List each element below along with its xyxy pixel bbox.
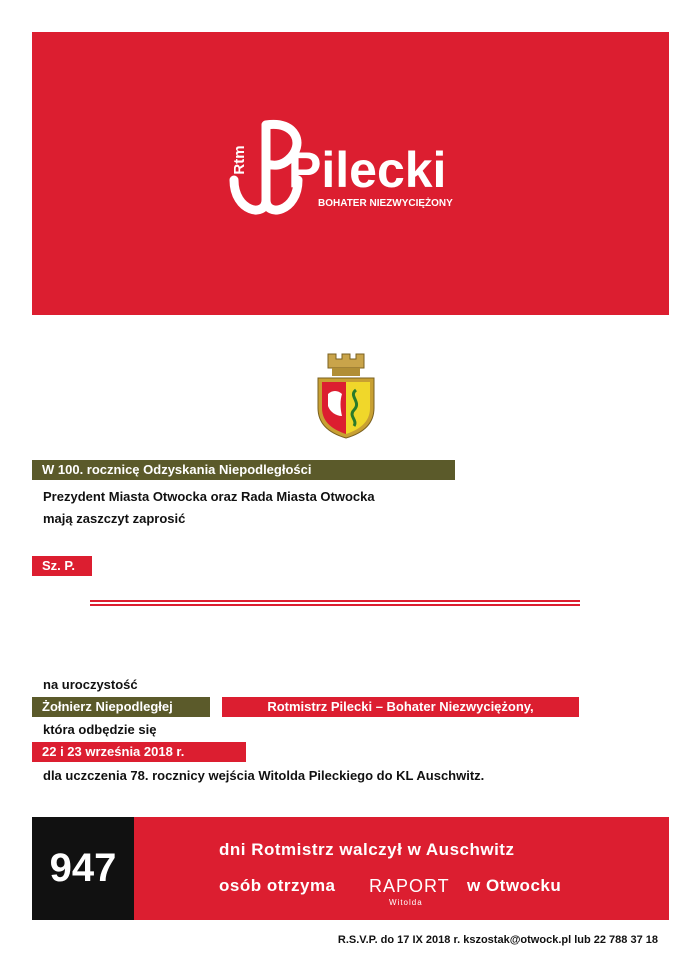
- rsvp-text: R.S.V.P. do 17 IX 2018 r. kszostak@otwock.pl lub 22 788 37 18: [337, 934, 658, 946]
- raport-title: RAPORT: [369, 876, 450, 896]
- footer-number: 947: [49, 846, 117, 890]
- anniversary-banner: W 100. rocznicę Odzyskania Niepodległości: [32, 460, 455, 480]
- logo-subtitle: BOHATER NIEZWYCIĘŻONY: [318, 198, 453, 209]
- otwock-coat-of-arms-icon: [314, 350, 378, 440]
- raport-logo: [367, 872, 457, 910]
- name-line-secondary: [90, 604, 580, 606]
- hosts-text: Prezydent Miasta Otwocka oraz Rada Miasta Otwocka: [43, 489, 375, 504]
- name-line: [90, 600, 580, 602]
- event-name-tag-1: Żołnierz Niepodległej: [32, 697, 210, 717]
- footer-line-1: dni Rotmistrz walczył w Auschwitz: [219, 840, 515, 859]
- invite-text: mają zaszczyt zaprosić: [43, 511, 186, 526]
- logo-rtm: Rtm: [231, 145, 248, 175]
- purpose-text: dla uczczenia 78. rocznicy wejścia Witolda Pileckiego do KL Auschwitz.: [43, 768, 485, 783]
- event-intro-text: na uroczystość: [43, 677, 138, 692]
- dates-tag: 22 i 23 września 2018 r.: [32, 742, 246, 762]
- logo-title: Pilecki: [288, 142, 447, 198]
- footer-line-2-prefix: osób otrzyma: [219, 876, 336, 895]
- footer-line-2-suffix: w Otwocku: [467, 876, 562, 895]
- event-name-tag-2: Rotmistrz Pilecki – Bohater Niezwyciężony,: [222, 697, 579, 717]
- pilecki-logo: [226, 90, 486, 230]
- raport-subtitle: Witolda: [389, 898, 423, 907]
- salutation-tag: Sz. P.: [32, 556, 92, 576]
- which-takes-place-text: która odbędzie się: [43, 722, 157, 737]
